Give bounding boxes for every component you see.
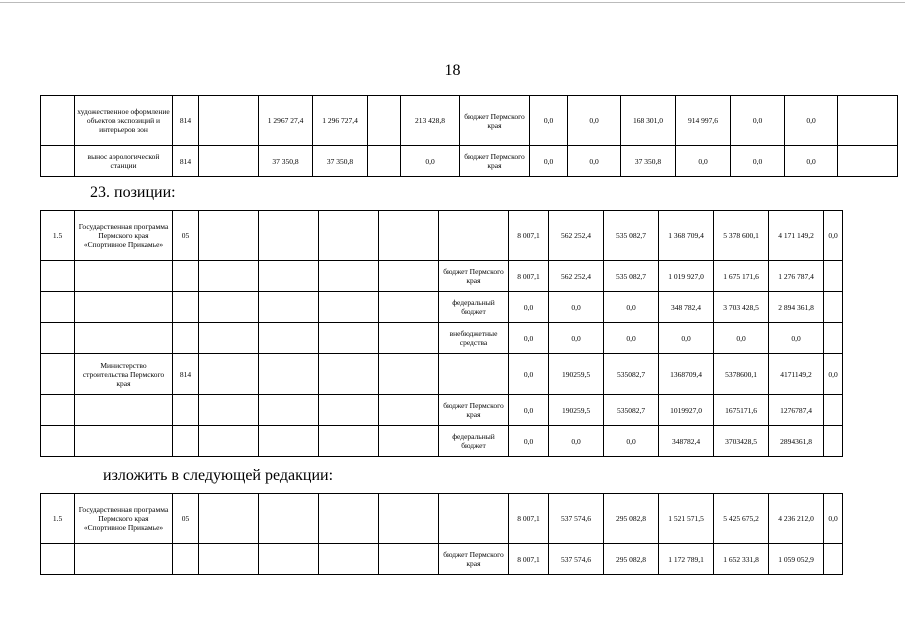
table-cell [259,261,319,292]
table-cell: 295 082,8 [604,494,659,544]
table-cell: 5 425 675,2 [714,494,769,544]
table-cell [259,323,319,354]
table-cell: бюджет Пермского края [460,146,530,177]
table-cell: 535 082,7 [604,211,659,261]
table-cell [319,354,379,395]
table-cell: 0,0 [659,323,714,354]
table-cell: 0,0 [769,323,824,354]
table-cell [199,146,259,177]
table-cell [368,146,401,177]
table-cell [199,354,259,395]
table-cell [824,544,843,575]
table-cell: 3703428,5 [714,426,769,457]
table-cell [319,292,379,323]
table-cell: 190259,5 [549,395,604,426]
table-cell [199,544,259,575]
table-cell [199,323,259,354]
table-positions [40,210,843,457]
table-cell: 1.5 [41,494,75,544]
table-row [41,261,843,292]
table-cell: 914 997,6 [676,96,731,146]
table-cell [259,544,319,575]
table-cell [824,292,843,323]
table-cell [824,261,843,292]
table-cell [379,544,439,575]
table-cell: 37 350,8 [313,146,368,177]
table-cell: 1.5 [41,211,75,261]
table-cell: 535082,7 [604,354,659,395]
table-cell [379,261,439,292]
table-cell: 1019927,0 [659,395,714,426]
table-cell: 1 521 571,5 [659,494,714,544]
table-cell [199,494,259,544]
table-cell [199,426,259,457]
table-cell [41,292,75,323]
table-row [41,354,843,395]
table-cell: 0,0 [509,395,549,426]
table-cell: 0,0 [530,96,568,146]
table-cell: бюджет Пермского края [439,261,509,292]
table-cell: 2 894 361,8 [769,292,824,323]
table-cell: Государственная программа Пермского края «Спортивное Прикамье» [75,494,173,544]
table-cell [75,261,173,292]
table-cell: 37 350,8 [259,146,313,177]
table-cell [824,395,843,426]
table-cell [259,354,319,395]
table-cell [319,211,379,261]
table-cell: 537 574,6 [549,494,604,544]
table-cell: 0,0 [785,96,838,146]
table-cell [379,354,439,395]
table-row [41,292,843,323]
table-cell: бюджет Пермского края [460,96,530,146]
table-cell: 8 007,1 [509,544,549,575]
table-cell: 0,0 [604,292,659,323]
table-cell: 0,0 [568,96,621,146]
table-cell [379,323,439,354]
table-cell [319,544,379,575]
table-cell [259,211,319,261]
table-cell: 1 172 789,1 [659,544,714,575]
table-cell: 562 252,4 [549,261,604,292]
table-cell: 190259,5 [549,354,604,395]
table-cell [199,292,259,323]
table-cell [368,96,401,146]
table-cell [439,354,509,395]
table-cell [319,323,379,354]
table-cell [41,146,75,177]
table-row [41,426,843,457]
table-cell: 4 236 212,0 [769,494,824,544]
table-cell: художественное оформление объектов экспозиций и интерьеров зон [75,96,173,146]
heading-new-edition: изложить в следующей редакции: [103,467,334,484]
table-cell: 0,0 [509,426,549,457]
table-cell: 0,0 [731,96,785,146]
table-cell: 1 2967 27,4 [259,96,313,146]
table-cell [379,395,439,426]
table-cell: 0,0 [401,146,460,177]
table-cell: 814 [173,354,199,395]
table-cell [75,395,173,426]
table-cell: 0,0 [714,323,769,354]
table-cell: 168 301,0 [621,96,676,146]
table-cell [379,494,439,544]
table-cell [319,395,379,426]
table-cell [259,494,319,544]
table-cell: 0,0 [509,292,549,323]
table-cell: 5 378 600,1 [714,211,769,261]
table-cell: 0,0 [549,323,604,354]
table-cell: 0,0 [824,494,843,544]
table-cell [319,261,379,292]
table-cell: 1 019 927,0 [659,261,714,292]
heading-positions: 23. позиции: [90,184,176,201]
table-cell [838,146,898,177]
table-row [41,494,843,544]
table-cell: 562 252,4 [549,211,604,261]
table-cell [379,211,439,261]
table-cell: 1 059 052,9 [769,544,824,575]
table-row [41,211,843,261]
table-cell: 0,0 [509,323,549,354]
table-cell [75,426,173,457]
table-cell [824,323,843,354]
table-cell: 814 [173,96,199,146]
table-row [41,395,843,426]
table-cell [173,544,199,575]
table-cell [41,323,75,354]
table-row [41,96,898,146]
table-cell [41,544,75,575]
table-cell: 1 276 787,4 [769,261,824,292]
table-cell: бюджет Пермского края [439,544,509,575]
table-cell: 05 [173,211,199,261]
table-cell: 348 782,4 [659,292,714,323]
table-cell: 537 574,6 [549,544,604,575]
table-cell: вынос аэрологической станции [75,146,173,177]
table-row [41,544,843,575]
table-cell [439,494,509,544]
table-cell: 814 [173,146,199,177]
table-cell: 8 007,1 [509,261,549,292]
table-cell [379,292,439,323]
table-cell: 0,0 [824,354,843,395]
table-cell [173,426,199,457]
table-cell: Министерство строительства Пермского края [75,354,173,395]
table-cell: 0,0 [785,146,838,177]
table-cell [259,292,319,323]
table-cell: внебюджетные средства [439,323,509,354]
table-row [41,323,843,354]
table-cell: 0,0 [731,146,785,177]
table-cell: 5378600,1 [714,354,769,395]
table-cell [75,544,173,575]
table-cell: федеральный бюджет [439,292,509,323]
table-cell [439,211,509,261]
table-cell [199,96,259,146]
table-cell: 0,0 [568,146,621,177]
table-cell [41,96,75,146]
table-new-edition [40,493,843,575]
table-cell: 348782,4 [659,426,714,457]
table-cell: 2894361,8 [769,426,824,457]
table-cell: 1 652 331,8 [714,544,769,575]
table-cell: 0,0 [676,146,731,177]
table-cell: 0,0 [549,292,604,323]
table-cell: 0,0 [604,426,659,457]
table-cell: 0,0 [509,354,549,395]
table-cell [319,494,379,544]
table-cell: 8 007,1 [509,211,549,261]
table-cell: 535082,7 [604,395,659,426]
table-cell [41,395,75,426]
table-cell: 1675171,6 [714,395,769,426]
table-cell: 0,0 [604,323,659,354]
table-cell [199,261,259,292]
table-cell [41,426,75,457]
table-cell: 05 [173,494,199,544]
table-cell [41,354,75,395]
table-cell: 213 428,8 [401,96,460,146]
table-cell: 1 296 727,4 [313,96,368,146]
table-cell: 1276787,4 [769,395,824,426]
page-number: 18 [444,62,461,79]
table-cell: 0,0 [824,211,843,261]
table-cell [41,261,75,292]
table-row [41,146,898,177]
table-cell [199,211,259,261]
table-cell [319,426,379,457]
table-cell [259,395,319,426]
page-top-edge [0,2,905,3]
table-cell [75,323,173,354]
table-cell: 1 368 709,4 [659,211,714,261]
table-cell: 4 171 149,2 [769,211,824,261]
table-cell: 8 007,1 [509,494,549,544]
table-cell: 295 082,8 [604,544,659,575]
table-cell [379,426,439,457]
table-cell: 535 082,7 [604,261,659,292]
table-cell: 0,0 [530,146,568,177]
table-cell: 4171149,2 [769,354,824,395]
table-cell: 0,0 [549,426,604,457]
table-cell [173,323,199,354]
table-cell [259,426,319,457]
table-continuation [40,95,898,177]
table-cell: 3 703 428,5 [714,292,769,323]
table-cell: 1 675 171,6 [714,261,769,292]
table-cell: бюджет Пермского края [439,395,509,426]
table-cell: 37 350,8 [621,146,676,177]
table-cell [838,96,898,146]
table-cell [173,395,199,426]
table-cell: Государственная программа Пермского края «Спортивное Прикамье» [75,211,173,261]
table-cell: федеральный бюджет [439,426,509,457]
table-cell [75,292,173,323]
table-cell [824,426,843,457]
table-cell [173,261,199,292]
table-cell [199,395,259,426]
table-cell: 1368709,4 [659,354,714,395]
table-cell [173,292,199,323]
